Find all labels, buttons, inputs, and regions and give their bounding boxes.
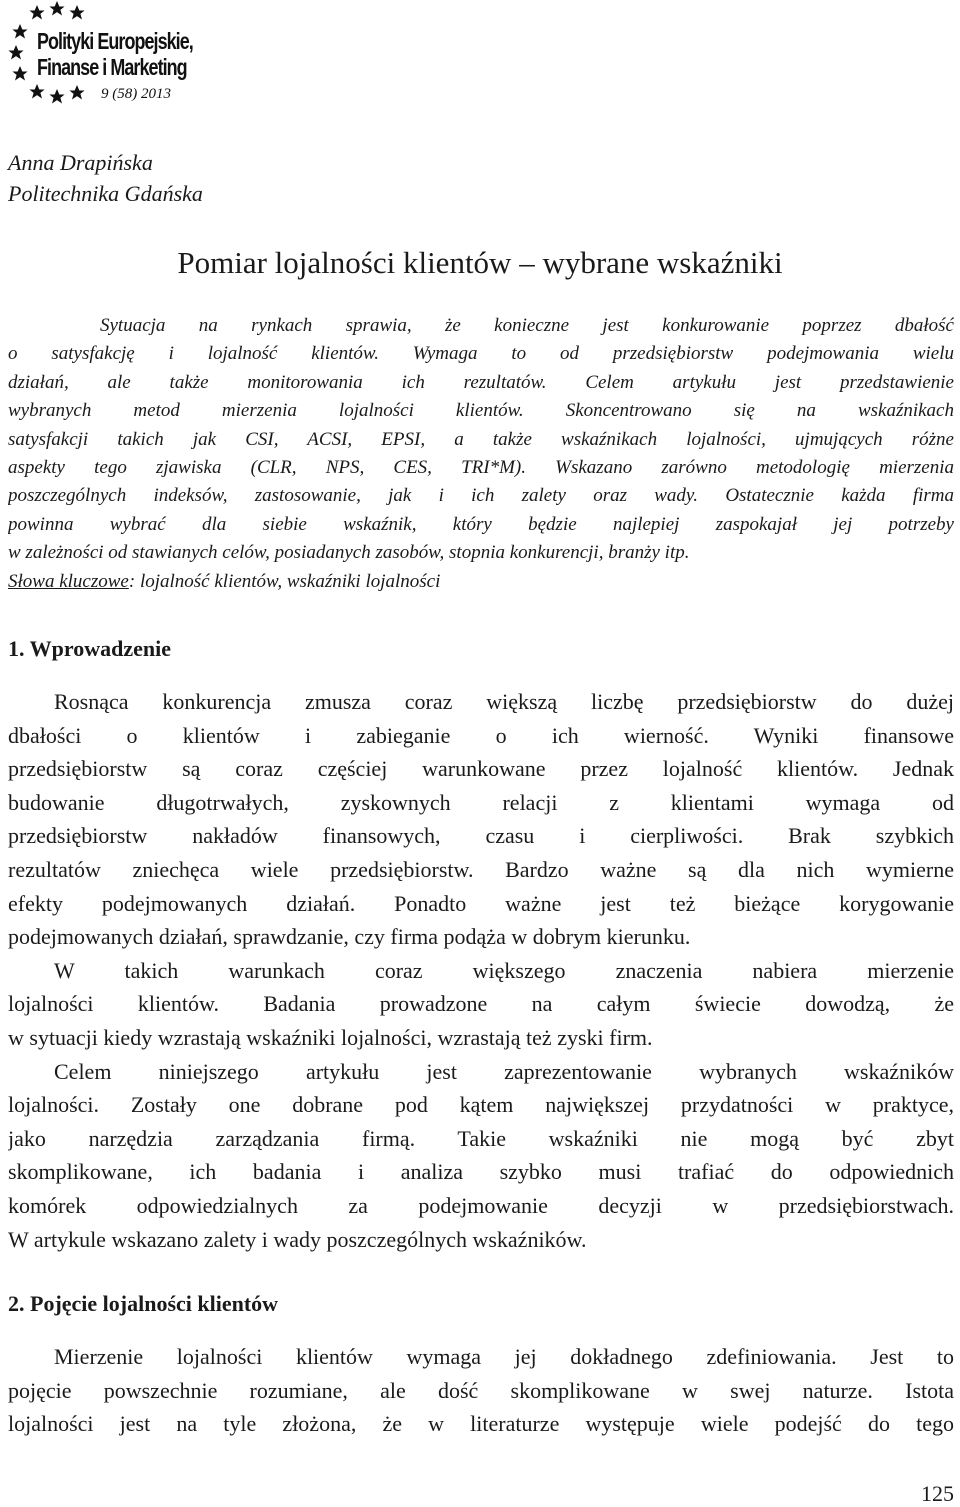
body-line: jako narzędzia zarządzania firmą. Takie wskaźniki nie mogą być zbyt: [8, 1125, 954, 1151]
paper-title: Pomiar lojalności klientów – wybrane wskaźniki: [177, 245, 783, 280]
section-heading-introduction: 1. Wprowadzenie: [8, 636, 171, 661]
body-line: Rosnąca konkurencja zmusza coraz większą liczbę przedsiębiorstw do dużej: [54, 689, 954, 714]
author-affiliation: Politechnika Gdańska: [8, 181, 203, 206]
body-line: Mierzenie lojalności klientów wymaga jej dokładnego zdefiniowania. Jest to: [54, 1344, 954, 1369]
keywords: lojalność klientów, wskaźniki lojalności: [135, 570, 441, 592]
journal-issue: 9 (58) 2013: [101, 86, 171, 102]
section-body-loyalty-concept: [8, 1340, 954, 1441]
keywords-separator: :: [128, 570, 136, 592]
body-line: przedsiębiorstw są coraz częściej warunkowane przez lojalność klientów. Jednak: [8, 756, 954, 782]
journal-logo: [0, 0, 230, 110]
body-line: rezultatów zniechęca wiele przedsiębiorstw. Bardzo ważne są dla nich wymierne: [8, 856, 954, 882]
abstract-line: o satysfakcję i lojalność klientów. Wymaga to od przedsiębiorstw podejmowania wielu: [8, 343, 954, 365]
body-line: lojalności klientów. Badania prowadzone na całym świecie dowodzą, że: [8, 991, 954, 1017]
body-line: lojalności. Zostały one dobrane pod kątem największej przydatności w praktyce,: [8, 1092, 954, 1118]
abstract-line: wybranych metod mierzenia lojalności klientów. Skoncentrowano się na wskaźnikach: [8, 400, 954, 422]
abstract-line: aspekty tego zjawiska (CLR, NPS, CES, TRI*M). Wskazano zarówno metodologię mierzenia: [8, 456, 954, 478]
body-line: podejmowanych działań, sprawdzanie, czy firma podąża w dobrym kierunku.: [8, 924, 691, 950]
journal-name-line2: Finanse i Marketing: [37, 54, 187, 80]
body-line: budowanie długotrwałych, zyskownych relacji z klientami wymaga od: [8, 789, 954, 815]
abstract: [8, 312, 954, 596]
body-line: Celem niniejszego artykułu jest zaprezentowanie wybranych wskaźników: [54, 1058, 954, 1084]
body-line: przedsiębiorstw nakładów finansowych, czasu i cierpliwości. Brak szybkich: [8, 823, 954, 849]
body-line: w sytuacji kiedy wzrastają wskaźniki lojalności, wzrastają też zyski firm.: [8, 1024, 653, 1050]
keywords-line: [8, 568, 954, 596]
body-line: W takich warunkach coraz większego znaczenia nabiera mierzenie: [54, 957, 954, 983]
author-name: Anna Drapińska: [8, 150, 153, 175]
abstract-line: satysfakcji takich jak CSI, ACSI, EPSI, a także wskaźnikach lojalności, ujmujących różne: [8, 428, 954, 450]
journal-name-line1: Polityki Europejskie,: [37, 28, 193, 54]
body-line: komórek odpowiedzialnych za podejmowanie decyzji w przedsiębiorstwach.: [8, 1192, 954, 1218]
body-line: skomplikowane, ich badania i analiza szybko musi trafiać do odpowiednich: [8, 1159, 954, 1185]
abstract-line: Sytuacja na rynkach sprawia, że konieczne jest konkurowanie poprzez dbałość: [100, 315, 954, 336]
page-number: 125: [921, 1481, 954, 1506]
journal-name: [37, 28, 193, 80]
abstract-line: w zależności od stawianych celów, posiadanych zasobów, stopnia konkurencji, branży itp.: [8, 542, 690, 564]
section-heading-loyalty-concept: 2. Pojęcie lojalności klientów: [8, 1291, 279, 1316]
body-line: W artykule wskazano zalety i wady poszczególnych wskaźników.: [8, 1226, 587, 1252]
keywords-label: Słowa kluczowe: [8, 570, 129, 592]
section-body-introduction: [8, 685, 954, 1256]
abstract-line: poszczególnych indeksów, zastosowanie, jak i ich zalety oraz wady. Ostatecznie każda firma: [8, 485, 954, 507]
abstract-line: działań, ale także monitorowania ich rezultatów. Celem artykułu jest przedstawienie: [8, 371, 954, 393]
body-line: lojalności jest na tyle złożona, że w literaturze występuje wiele podejść do tego: [8, 1411, 954, 1437]
body-line: dbałości o klientów i zabieganie o ich wierność. Wyniki finansowe: [8, 722, 954, 748]
body-line: efekty podejmowanych działań. Ponadto ważne jest też bieżące korygowanie: [8, 890, 954, 916]
body-line: pojęcie powszechnie rozumiane, ale dość skomplikowane w swej naturze. Istota: [8, 1377, 954, 1403]
abstract-line: powinna wybrać dla siebie wskaźnik, który będzie najlepiej zaspokajał jej potrzeby: [8, 513, 954, 535]
author-block: [8, 147, 203, 209]
